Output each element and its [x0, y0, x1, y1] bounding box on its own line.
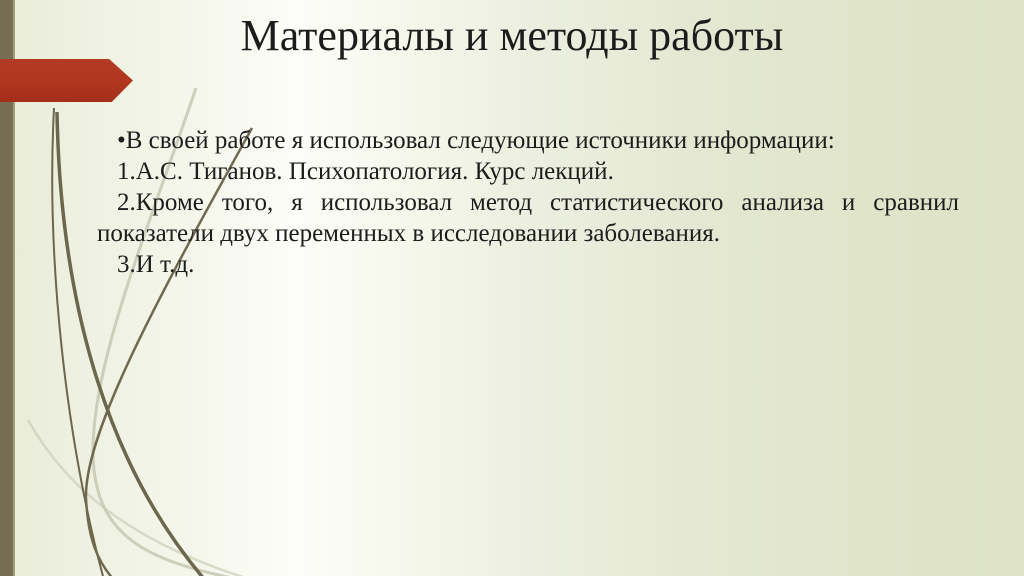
body-line-item2: 2.Кроме того, я использовал метод статистического анализа и сравнил [117, 189, 959, 216]
slide-title: Материалы и методы работы [240, 11, 784, 60]
body-line-item1: 1.А.С. Тиганов. Психопатология. Курс лекций. [117, 158, 614, 185]
slide-body [97, 125, 959, 280]
light-curve-stroke-lower [28, 420, 252, 576]
body-line-item2-continuation: показатели двух переменных в исследовании заболевания. [97, 220, 720, 247]
body-line-item3: 3.И т.д. [117, 251, 195, 278]
red-arrow-banner [0, 59, 133, 102]
body-line-bullet: •В своей работе я использовал следующие источники информации: [117, 127, 835, 154]
